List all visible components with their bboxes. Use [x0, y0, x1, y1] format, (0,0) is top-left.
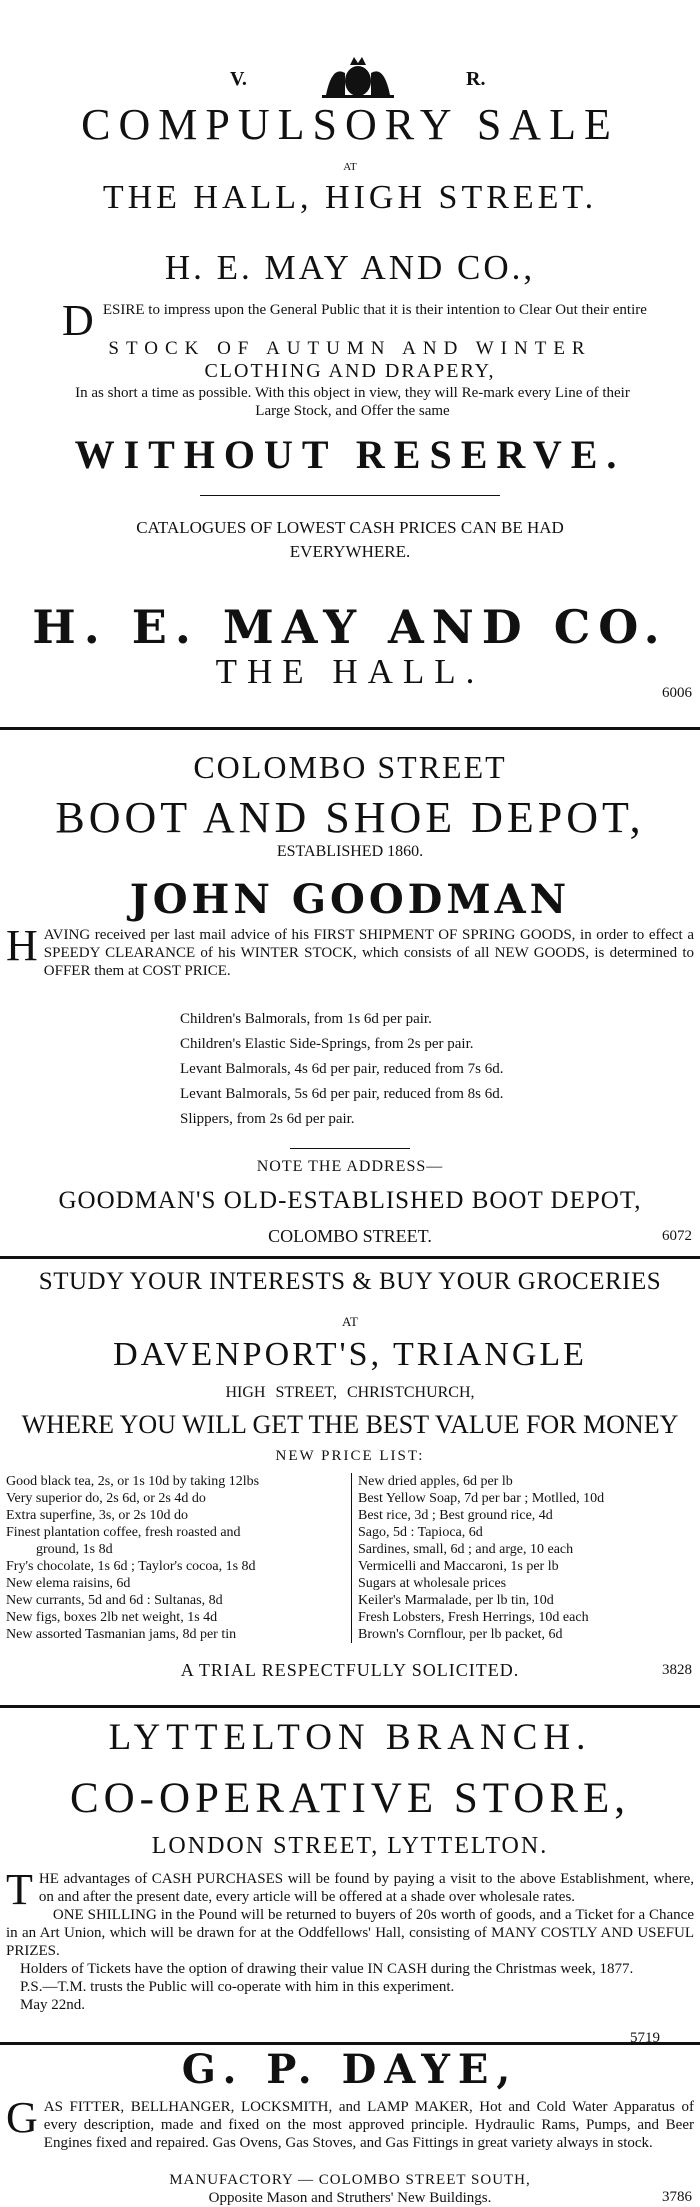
firm-name: H. E. MAY AND CO., — [164, 248, 536, 287]
price-items — [180, 1007, 680, 1132]
colombo-street-line: COLOMBO STREET. — [268, 1226, 432, 1246]
grocery-item: Finest plantation coffee, fresh roasted and — [6, 1525, 241, 1540]
drop-cap: T — [6, 1865, 33, 1914]
grocery-item: Sugars at wholesale prices — [358, 1576, 507, 1591]
grocery-item: Extra superfine, 3s, or 2s 10d do — [6, 1508, 188, 1523]
boot-shoe-heading: BOOT AND SHOE DEPOT, — [55, 793, 645, 842]
at-label: AT — [343, 161, 357, 173]
ad-davenport — [0, 1258, 700, 1700]
grocery-item: Sardines, small, 6d ; and arge, 10 each — [358, 1542, 574, 1557]
grocery-item: Good black tea, 2s, or 1s 10d by taking 12lbs — [6, 1474, 260, 1489]
ad-number: 6072 — [662, 1228, 692, 1244]
ad-number: 5719 — [630, 2030, 660, 2046]
daye-text: AS FITTER, BELLHANGER, LOCKSMITH, and LAMP MAKER, Hot and Cold Water Apparatus of every description, made and fixed on the most approved principle. Hydraulic Rams, Pumps, and Beer Engines fixed and repaired. Gas Ovens, Gas Stoves, and Gas Fittings in great variety always in stock. — [43, 2099, 694, 2151]
co-op-paragraph — [6, 1865, 694, 2014]
drop-cap: G — [6, 2093, 38, 2142]
lyttelton-branch: LYTTELTON BRANCH. — [108, 1717, 592, 1758]
ad-may-and-co — [0, 0, 700, 715]
drop-cap: D — [62, 296, 94, 345]
opposite-line: Opposite Mason and Struthers' New Buildings. — [208, 2190, 492, 2206]
grocery-item: Keiler's Marmalade, per lb tin, 10d — [358, 1593, 554, 1608]
colombo-street-heading: COLOMBO STREET — [193, 749, 507, 785]
stock-line: STOCK OF AUTUMN AND WINTER — [108, 338, 592, 359]
grocery-item: ground, 1s 8d — [36, 1542, 113, 1557]
grocery-item: Best rice, 3d ; Best ground rice, 4d — [358, 1508, 553, 1523]
price-item: Levant Balmorals, 5s 6d per pair, reduced from 8s 6d. — [180, 1086, 504, 1102]
daye-name: G. P. DAYE, — [181, 2046, 519, 2093]
grocery-item: Fresh Lobsters, Fresh Herrings, 10d each — [358, 1610, 589, 1625]
price-list-heading: NEW PRICE LIST: — [275, 1448, 425, 1464]
drop-cap: H — [6, 921, 38, 970]
v-initial: V. — [230, 68, 247, 90]
grocery-item: Vermicelli and Maccaroni, 1s per lb — [358, 1559, 559, 1574]
signature-firm: H. E. MAY AND CO. — [32, 600, 668, 654]
price-column-left — [6, 1473, 348, 1643]
best-value-line: WHERE YOU WILL GET THE BEST VALUE FOR MONEY — [21, 1410, 679, 1439]
grocery-item: New assorted Tasmanian jams, 8d per tin — [6, 1627, 237, 1642]
remark-text: In as short a time as possible. With this object in view, they will Re-mark every Line of their Large Stock, and Offer the same — [75, 385, 630, 419]
grocery-item: Brown's Cornflour, per lb packet, 6d — [358, 1627, 563, 1642]
compulsory-sale-heading: COMPULSORY SALE — [81, 100, 619, 149]
ad-number: 3828 — [662, 1662, 692, 1678]
daye-paragraph — [6, 2093, 694, 2152]
catalogues-text: CATALOGUES OF LOWEST CASH PRICES CAN BE HAD EVERYWHERE. — [136, 518, 564, 561]
divider — [290, 1148, 410, 1149]
grocery-item: Fry's chocolate, 1s 6d ; Taylor's cocoa, 1s 8d — [6, 1559, 256, 1574]
grocery-item: New elema raisins, 6d — [6, 1576, 131, 1591]
depot-address: GOODMAN'S OLD-ESTABLISHED BOOT DEPOT, — [58, 1187, 642, 1214]
goodman-text: AVING received per last mail advice of his FIRST SHIPMENT OF SPRING GOODS, in order to effect a SPEEDY CLEARANCE of his WINTER STOCK, which consists of all NEW GOODS, is determined to OFFER them at COST PRICE. — [43, 927, 694, 979]
co-op-text-4: P.S.—T.M. trusts the Public will co-operate with him in this experiment. — [20, 1979, 455, 1995]
price-item: Children's Balmorals, from 1s 6d per pair. — [180, 1011, 432, 1027]
price-column-right — [358, 1473, 696, 1643]
intro-text: ESIRE to impress upon the General Public that it is their intention to Clear Out their entire — [102, 302, 647, 318]
divider — [200, 495, 500, 496]
clothing-line: CLOTHING AND DRAPERY, — [204, 360, 496, 382]
at-label: AT — [342, 1314, 358, 1329]
signature-hall: THE HALL. — [215, 652, 485, 691]
co-op-date: May 22nd. — [20, 1997, 85, 2013]
crest-icon — [318, 55, 398, 99]
grocery-item: Very superior do, 2s 6d, or 2s 4d do — [6, 1491, 206, 1506]
grocery-item: New figs, boxes 2lb net weight, 1s 4d — [6, 1610, 218, 1625]
co-op-text-3: Holders of Tickets have the option of drawing their value IN CASH during the Christmas week, 1877. — [20, 1961, 634, 1977]
price-item: Levant Balmorals, 4s 6d per pair, reduced from 7s 6d. — [180, 1061, 504, 1077]
hall-heading: THE HALL, HIGH STREET. — [102, 179, 598, 216]
manufactory-line: MANUFACTORY — COLOMBO STREET SOUTH, — [169, 2172, 531, 2188]
grocery-item: Sago, 5d : Tapioca, 6d — [358, 1525, 483, 1540]
davenport-name: DAVENPORT'S, TRIANGLE — [113, 1336, 587, 1373]
column-rule — [351, 1473, 352, 1643]
r-initial: R. — [466, 68, 486, 90]
co-operative-store: CO-OPERATIVE STORE, — [69, 1775, 631, 1822]
without-reserve: WITHOUT RESERVE. — [74, 432, 626, 477]
ad-co-operative — [0, 1708, 700, 2046]
john-goodman: JOHN GOODMAN — [129, 876, 571, 923]
grocery-item: Best Yellow Soap, 7d per bar ; Motlled, 10d — [358, 1491, 605, 1506]
co-op-text-2: ONE SHILLING in the Pound will be returned to buyers of 20s worth of goods, and a Ticket for a Chance in an Art Union, which will be drawn for at the Oddfellows' Hall, consisting of MANY COSTLY AND USEFUL PRIZES. — [6, 1907, 694, 1959]
co-op-text-1: HE advantages of CASH PURCHASES will be found by paying a visit to the above Establishment, where, on and after the present date, every article will be offered at a shade over wholesale rates. — [38, 1871, 694, 1905]
price-item: Children's Elastic Side-Springs, from 2s per pair. — [180, 1036, 474, 1052]
grocery-item: New currants, 5d and 6d : Sultanas, 8d — [6, 1593, 223, 1608]
ad-number: 3786 — [662, 2189, 692, 2205]
ad-number: 6006 — [662, 685, 692, 701]
goodman-paragraph — [6, 921, 694, 980]
grocery-item: New dried apples, 6d per lb — [358, 1474, 513, 1489]
established-line: ESTABLISHED 1860. — [276, 843, 424, 860]
note-address: NOTE THE ADDRESS— — [256, 1158, 444, 1175]
ad-goodman — [0, 730, 700, 1260]
study-heading: STUDY YOUR INTERESTS & BUY YOUR GROCERIES — [38, 1268, 662, 1295]
price-item: Slippers, from 2s 6d per pair. — [180, 1111, 355, 1127]
london-street: LONDON STREET, LYTTELTON. — [151, 1833, 549, 1859]
ad-daye — [0, 2044, 700, 2204]
intro-paragraph — [62, 296, 650, 345]
location-line: HIGH STREET, CHRISTCHURCH, — [225, 1384, 475, 1401]
trial-line: A TRIAL RESPECTFULLY SOLICITED. — [180, 1660, 520, 1680]
